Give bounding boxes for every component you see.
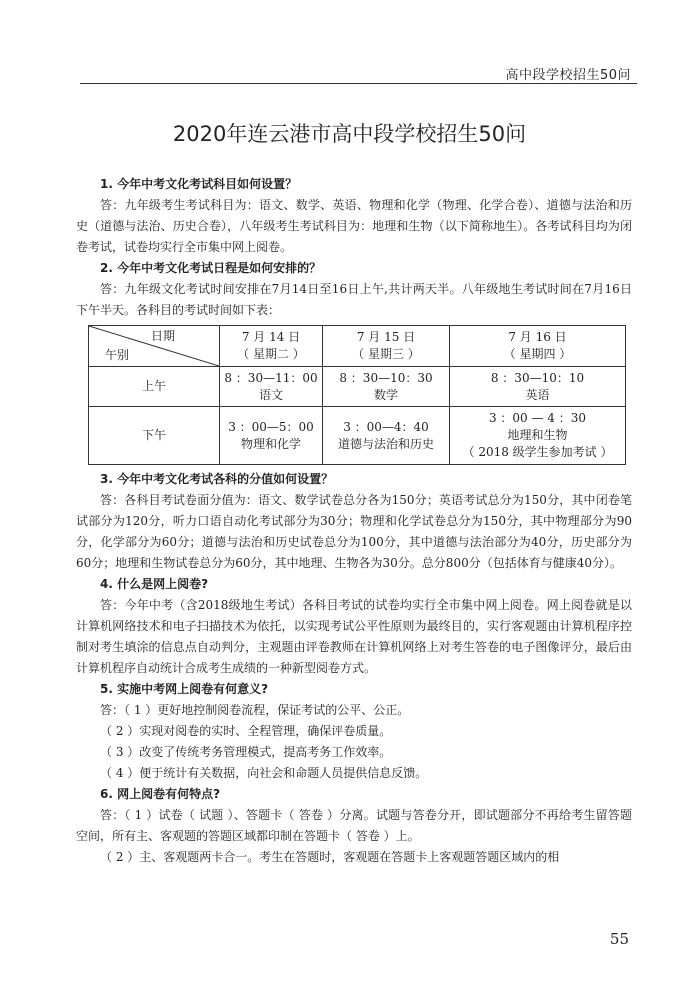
exam-schedule-table — [88, 325, 626, 465]
question-1-heading: 1. 今年中考文化考试科目如何设置？ — [100, 177, 298, 191]
exam-cell — [323, 367, 450, 407]
question-4-heading: 4. 什么是网上阅卷? — [100, 577, 209, 591]
day-header-cell — [220, 326, 323, 367]
answer-5-item: （ 2 ）实现对阅卷的实时、全程管理，确保评卷质量。 — [100, 724, 392, 738]
exam-time: 8 ：30—11：00 — [224, 370, 318, 385]
question-2-heading: 2. 今年中考文化考试日程是如何安排的？ — [100, 261, 322, 275]
exam-cell — [220, 367, 323, 407]
session-label-cell: 下午 — [89, 407, 220, 465]
answer-6-paragraph-1: 答：（ 1 ）试卷（ 试题 ）、答题卡（ 答卷 ）分离。试题与答卷分开，即试题部分不再给考生留答题空间，所有主、客观题的答题区域都印制在答题卡（ 答卷 ）上。 — [76, 808, 632, 843]
exam-subject: 语文 — [258, 387, 283, 402]
answer-1-paragraph: 答：九年级考生考试科目为：语文、数学、英语、物理和化学（物理、化学合卷）、道德与法治和历史（道德与法治、历史合卷），八年级考生考试科目为：地理和生物（以下简称地生）。各考试科目均为闭卷考试，试卷均实行全市集中网上阅卷。 — [76, 198, 632, 254]
day-header-cell — [450, 326, 626, 367]
corner-date-label: 日期 — [150, 329, 175, 343]
exam-cell — [220, 407, 323, 465]
exam-time: 3 ：00—4：40 — [343, 419, 429, 434]
running-head: 高中段学校招生50问 — [505, 68, 631, 83]
exam-cell — [323, 407, 450, 465]
header-rule — [80, 83, 637, 84]
exam-cell — [450, 407, 626, 465]
session-label-cell: 上午 — [89, 367, 220, 407]
exam-subject: 物理和化学 — [240, 436, 301, 451]
exam-time: 8 ：30—10：10 — [490, 370, 585, 385]
diagonal-header-cell — [89, 326, 220, 367]
question-6-heading: 6. 网上阅卷有何特点? — [100, 787, 221, 801]
exam-time: 8 ：30—10：30 — [339, 370, 433, 385]
exam-cell — [450, 367, 626, 407]
day-weekday: （ 星期四 ） — [503, 347, 572, 361]
day-weekday: （ 星期二 ） — [237, 347, 305, 361]
exam-time: 3 ：00 — 4 ：30 — [488, 411, 587, 425]
document-title: 2020年连云港市高中段学校招生50问 — [172, 122, 527, 146]
answer-4-paragraph: 答：今年中考（含2018级地生考试）各科目考试的试卷均实行全市集中网上阅卷。网上阅卷就是以计算机网络技术和电子扫描技术为依托，以实现考试公平性原则为最终目的，实行客观题由计算机程序控制对考生填涂的信息点自动判分，主观题由评卷教师在计算机网络上对考生答卷的电子图像评分，最后由计算机程序自动统计合成考生成绩的一种新型阅卷方式。 — [76, 598, 632, 675]
day-header-cell — [323, 326, 450, 367]
day-weekday: （ 星期三 ） — [352, 347, 420, 361]
question-5-heading: 5. 实施中考网上阅卷有何意义? — [100, 682, 269, 696]
exam-subject: 道德与法治和历史 — [337, 436, 434, 451]
exam-time: 3 ：00—5：00 — [228, 419, 314, 434]
answer-5-item: （ 4 ）便于统计有关数据，向社会和命题人员提供信息反馈。 — [100, 766, 428, 780]
exam-subject: 数学 — [373, 387, 398, 402]
table-header-row — [89, 326, 626, 367]
table-row — [89, 367, 626, 407]
exam-subject: 地理和生物 — [507, 428, 568, 442]
exam-subject: 英语 — [525, 387, 550, 402]
answer-2-paragraph: 答：九年级文化考试时间安排在7月14日至16日上午,共计两天半。八年级地生考试时间在7月16日下午半天。各科目的考试时间如下表： — [76, 282, 632, 317]
day-date: 7 月 14 日 — [241, 330, 301, 344]
document-body — [76, 174, 632, 868]
page-number: 55 — [609, 930, 629, 948]
corner-session-label: 午别 — [105, 348, 130, 362]
exam-note: （ 2018 级学生参加考试 ） — [462, 445, 613, 459]
question-3-heading: 3. 今年中考文化考试各科的分值如何设置？ — [100, 472, 334, 486]
answer-6-paragraph-2: （ 2 ）主、客观题两卡合一。考生在答题时，客观题在答题卡上客观题答题区域内的相 — [100, 850, 560, 864]
answer-5-item: 答：（ 1 ）更好地控制阅卷流程，保证考试的公平、公正。 — [100, 703, 410, 717]
answer-3-paragraph: 答：各科目考试卷面分值为：语文、数学试卷总分各为150分；英语考试总分为150分，其中闭卷笔试部分为120分，听力口语自动化考试部分为30分；物理和化学试卷总分为150分，其中物理部分为90分，化学部分为60分；道德与法治和历史试卷总分为100分，其中道德与法治部分为40分，历史部分为60分；地理和生物试卷总分为60分，其中地理、生物各为30分。总分800分（包括体育与健康40分）。 — [76, 493, 632, 570]
answer-5-item: （ 3 ）改变了传统考务管理模式，提高考务工作效率。 — [100, 745, 392, 759]
day-date: 7 月 15 日 — [356, 330, 416, 344]
day-date: 7 月 16 日 — [508, 330, 567, 344]
table-row — [89, 407, 626, 465]
